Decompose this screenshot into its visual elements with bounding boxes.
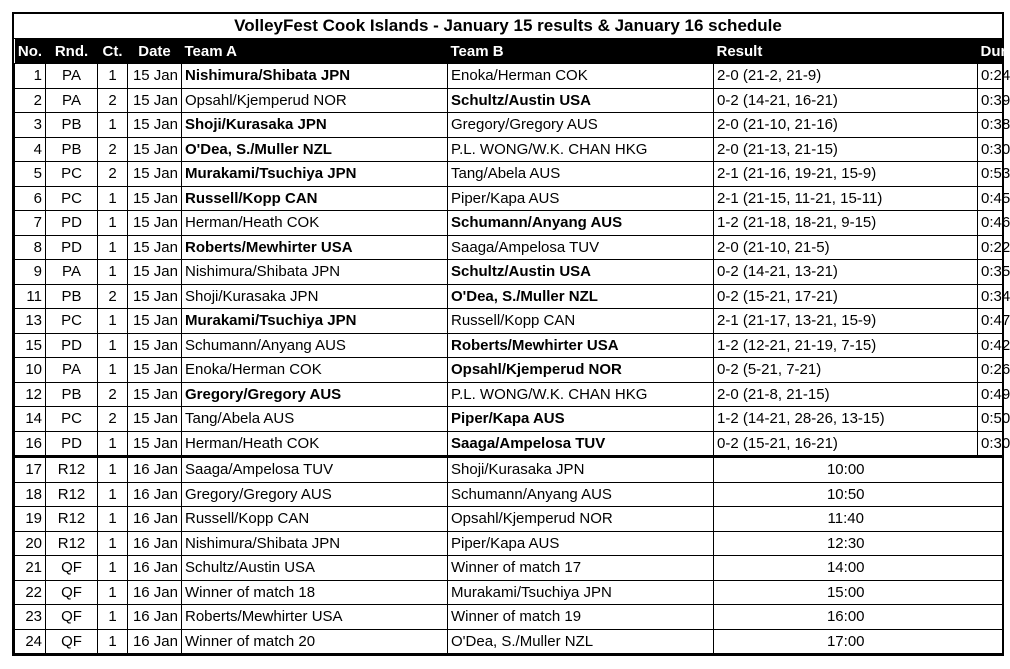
match-duration: 0:50 xyxy=(978,407,1003,432)
table-row xyxy=(15,556,1003,581)
match-date: 15 Jan xyxy=(128,186,182,211)
team-a: Shoji/Kurasaka JPN xyxy=(182,113,448,138)
match-number: 16 xyxy=(15,431,46,457)
court: 1 xyxy=(98,309,128,334)
header-row xyxy=(15,39,1003,64)
match-number: 15 xyxy=(15,333,46,358)
court: 1 xyxy=(98,482,128,507)
match-time: 16:00 xyxy=(714,605,978,630)
match-date: 16 Jan xyxy=(128,605,182,630)
table-row xyxy=(15,457,1003,483)
results-sheet xyxy=(12,12,1010,656)
match-number: 13 xyxy=(15,309,46,334)
match-number: 9 xyxy=(15,260,46,285)
round: QF xyxy=(46,556,98,581)
match-number: 20 xyxy=(15,531,46,556)
round: QF xyxy=(46,605,98,630)
match-duration: 0:45 xyxy=(978,186,1003,211)
round: PB xyxy=(46,113,98,138)
court: 1 xyxy=(98,531,128,556)
match-date: 15 Jan xyxy=(128,113,182,138)
team-a: Winner of match 18 xyxy=(182,580,448,605)
round: PD xyxy=(46,431,98,457)
match-duration: 0:30 xyxy=(978,431,1003,457)
round: PB xyxy=(46,382,98,407)
team-a: Tang/Abela AUS xyxy=(182,407,448,432)
court: 1 xyxy=(98,358,128,383)
table-row xyxy=(15,580,1003,605)
table-row xyxy=(15,64,1003,89)
table-row xyxy=(15,113,1003,138)
match-date: 15 Jan xyxy=(128,211,182,236)
match-duration: 0:30 xyxy=(978,137,1003,162)
match-result: 0-2 (5-21, 7-21) xyxy=(714,358,978,383)
team-a: Winner of match 20 xyxy=(182,629,448,654)
header-rnd: Rnd. xyxy=(46,39,98,64)
match-date: 15 Jan xyxy=(128,162,182,187)
match-duration: 0:22 xyxy=(978,235,1003,260)
match-date: 15 Jan xyxy=(128,284,182,309)
team-b: Winner of match 19 xyxy=(448,605,714,630)
match-date: 16 Jan xyxy=(128,507,182,532)
round: R12 xyxy=(46,482,98,507)
team-b: P.L. WONG/W.K. CHAN HKG xyxy=(448,137,714,162)
round: QF xyxy=(46,580,98,605)
team-b: Winner of match 17 xyxy=(448,556,714,581)
team-b: Schumann/Anyang AUS xyxy=(448,211,714,236)
empty-cell xyxy=(978,605,1003,630)
match-duration: 0:39 xyxy=(978,88,1003,113)
court: 1 xyxy=(98,260,128,285)
round: PD xyxy=(46,211,98,236)
table-row xyxy=(15,186,1003,211)
header-no: No. xyxy=(15,39,46,64)
match-number: 1 xyxy=(15,64,46,89)
schedule-body xyxy=(15,457,1003,654)
header-team-b: Team B xyxy=(448,39,714,64)
round: PC xyxy=(46,162,98,187)
round: PD xyxy=(46,235,98,260)
team-a: Gregory/Gregory AUS xyxy=(182,482,448,507)
table-row xyxy=(15,235,1003,260)
header-ct: Ct. xyxy=(98,39,128,64)
match-time: 10:50 xyxy=(714,482,978,507)
match-time: 12:30 xyxy=(714,531,978,556)
team-b: Opsahl/Kjemperud NOR xyxy=(448,507,714,532)
team-b: Piper/Kapa AUS xyxy=(448,407,714,432)
match-result: 1-2 (12-21, 21-19, 7-15) xyxy=(714,333,978,358)
table-row xyxy=(15,531,1003,556)
team-a: Nishimura/Shibata JPN xyxy=(182,531,448,556)
team-a: Herman/Heath COK xyxy=(182,431,448,457)
round: PA xyxy=(46,358,98,383)
round: PA xyxy=(46,260,98,285)
empty-cell xyxy=(978,531,1003,556)
match-number: 19 xyxy=(15,507,46,532)
match-date: 15 Jan xyxy=(128,64,182,89)
match-duration: 0:47 xyxy=(978,309,1003,334)
team-a: Enoka/Herman COK xyxy=(182,358,448,383)
match-number: 23 xyxy=(15,605,46,630)
match-date: 15 Jan xyxy=(128,333,182,358)
table-row xyxy=(15,162,1003,187)
match-result: 2-0 (21-13, 21-15) xyxy=(714,137,978,162)
header-date: Date xyxy=(128,39,182,64)
empty-cell xyxy=(978,482,1003,507)
team-a: Schultz/Austin USA xyxy=(182,556,448,581)
round: PB xyxy=(46,284,98,309)
team-a: O'Dea, S./Muller NZL xyxy=(182,137,448,162)
court: 1 xyxy=(98,113,128,138)
match-duration: 0:53 xyxy=(978,162,1003,187)
team-b: Russell/Kopp CAN xyxy=(448,309,714,334)
court: 1 xyxy=(98,186,128,211)
header-result: Result xyxy=(714,39,978,64)
team-b: Roberts/Mewhirter USA xyxy=(448,333,714,358)
round: PD xyxy=(46,333,98,358)
match-number: 10 xyxy=(15,358,46,383)
empty-cell xyxy=(978,629,1003,654)
round: R12 xyxy=(46,457,98,483)
table-row xyxy=(15,211,1003,236)
match-result: 0-2 (15-21, 17-21) xyxy=(714,284,978,309)
team-a: Shoji/Kurasaka JPN xyxy=(182,284,448,309)
match-number: 8 xyxy=(15,235,46,260)
court: 1 xyxy=(98,629,128,654)
match-duration: 0:38 xyxy=(978,113,1003,138)
round: PB xyxy=(46,137,98,162)
results-body xyxy=(15,64,1010,457)
match-time: 10:00 xyxy=(714,457,978,483)
results-table xyxy=(14,39,1010,654)
court: 1 xyxy=(98,556,128,581)
round: PA xyxy=(46,64,98,89)
court: 2 xyxy=(98,88,128,113)
team-b: Gregory/Gregory AUS xyxy=(448,113,714,138)
match-time: 17:00 xyxy=(714,629,978,654)
match-date: 15 Jan xyxy=(128,358,182,383)
match-date: 15 Jan xyxy=(128,260,182,285)
team-a: Saaga/Ampelosa TUV xyxy=(182,457,448,483)
table-row xyxy=(15,260,1003,285)
team-b: Schultz/Austin USA xyxy=(448,260,714,285)
round: PC xyxy=(46,407,98,432)
court: 1 xyxy=(98,507,128,532)
match-date: 16 Jan xyxy=(128,556,182,581)
empty-cell xyxy=(978,507,1003,532)
court: 2 xyxy=(98,382,128,407)
round: PC xyxy=(46,186,98,211)
match-number: 22 xyxy=(15,580,46,605)
match-result: 1-2 (14-21, 28-26, 13-15) xyxy=(714,407,978,432)
match-duration: 0:34 xyxy=(978,284,1003,309)
team-b: Saaga/Ampelosa TUV xyxy=(448,235,714,260)
table-row xyxy=(15,358,1003,383)
empty-cell xyxy=(978,556,1003,581)
match-duration: 0:26 xyxy=(978,358,1003,383)
table-row xyxy=(15,482,1003,507)
court: 2 xyxy=(98,137,128,162)
match-date: 16 Jan xyxy=(128,457,182,483)
match-duration: 0:46 xyxy=(978,211,1003,236)
match-result: 2-0 (21-10, 21-5) xyxy=(714,235,978,260)
match-duration: 0:35 xyxy=(978,260,1003,285)
match-date: 15 Jan xyxy=(128,309,182,334)
team-a: Nishimura/Shibata JPN xyxy=(182,64,448,89)
match-result: 2-1 (21-17, 13-21, 15-9) xyxy=(714,309,978,334)
match-number: 4 xyxy=(15,137,46,162)
match-date: 16 Jan xyxy=(128,580,182,605)
team-b: Murakami/Tsuchiya JPN xyxy=(448,580,714,605)
match-date: 15 Jan xyxy=(128,88,182,113)
court: 1 xyxy=(98,457,128,483)
team-b: Piper/Kapa AUS xyxy=(448,531,714,556)
team-a: Nishimura/Shibata JPN xyxy=(182,260,448,285)
match-number: 24 xyxy=(15,629,46,654)
match-number: 12 xyxy=(15,382,46,407)
match-result: 2-0 (21-2, 21-9) xyxy=(714,64,978,89)
match-date: 15 Jan xyxy=(128,431,182,457)
match-number: 21 xyxy=(15,556,46,581)
team-b: P.L. WONG/W.K. CHAN HKG xyxy=(448,382,714,407)
team-a: Murakami/Tsuchiya JPN xyxy=(182,162,448,187)
court: 1 xyxy=(98,333,128,358)
match-result: 0-2 (14-21, 13-21) xyxy=(714,260,978,285)
round: R12 xyxy=(46,531,98,556)
table-row xyxy=(15,407,1003,432)
court: 1 xyxy=(98,605,128,630)
match-time: 14:00 xyxy=(714,556,978,581)
team-a: Opsahl/Kjemperud NOR xyxy=(182,88,448,113)
court: 2 xyxy=(98,162,128,187)
team-b: Piper/Kapa AUS xyxy=(448,186,714,211)
team-a: Murakami/Tsuchiya JPN xyxy=(182,309,448,334)
match-date: 15 Jan xyxy=(128,137,182,162)
empty-cell xyxy=(978,580,1003,605)
table-row xyxy=(15,382,1003,407)
match-result: 2-0 (21-8, 21-15) xyxy=(714,382,978,407)
court: 1 xyxy=(98,235,128,260)
team-a: Roberts/Mewhirter USA xyxy=(182,235,448,260)
court: 1 xyxy=(98,580,128,605)
team-b: Tang/Abela AUS xyxy=(448,162,714,187)
team-b: Schumann/Anyang AUS xyxy=(448,482,714,507)
match-number: 17 xyxy=(15,457,46,483)
sheet-title: VolleyFest Cook Islands - January 15 results & January 16 schedule xyxy=(14,14,1002,39)
match-date: 16 Jan xyxy=(128,482,182,507)
team-a: Russell/Kopp CAN xyxy=(182,186,448,211)
table-row xyxy=(15,629,1003,654)
match-number: 14 xyxy=(15,407,46,432)
match-duration: 0:49 xyxy=(978,382,1003,407)
match-result: 1-2 (21-18, 18-21, 9-15) xyxy=(714,211,978,236)
match-result: 2-1 (21-15, 11-21, 15-11) xyxy=(714,186,978,211)
court: 2 xyxy=(98,284,128,309)
round: PC xyxy=(46,309,98,334)
court: 1 xyxy=(98,431,128,457)
table-row xyxy=(15,284,1003,309)
header-team-a: Team A xyxy=(182,39,448,64)
table-row xyxy=(15,137,1003,162)
match-time: 15:00 xyxy=(714,580,978,605)
match-date: 15 Jan xyxy=(128,407,182,432)
team-a: Schumann/Anyang AUS xyxy=(182,333,448,358)
table-row xyxy=(15,507,1003,532)
table-row xyxy=(15,88,1003,113)
match-result: 0-2 (15-21, 16-21) xyxy=(714,431,978,457)
team-b: Schultz/Austin USA xyxy=(448,88,714,113)
match-date: 15 Jan xyxy=(128,235,182,260)
header-dur: Dur. xyxy=(978,39,1003,64)
match-number: 11 xyxy=(15,284,46,309)
team-a: Russell/Kopp CAN xyxy=(182,507,448,532)
team-b: O'Dea, S./Muller NZL xyxy=(448,284,714,309)
team-a: Herman/Heath COK xyxy=(182,211,448,236)
table-row xyxy=(15,605,1003,630)
match-result: 2-0 (21-10, 21-16) xyxy=(714,113,978,138)
court: 1 xyxy=(98,211,128,236)
match-date: 16 Jan xyxy=(128,531,182,556)
team-b: Enoka/Herman COK xyxy=(448,64,714,89)
match-number: 18 xyxy=(15,482,46,507)
team-b: O'Dea, S./Muller NZL xyxy=(448,629,714,654)
team-b: Shoji/Kurasaka JPN xyxy=(448,457,714,483)
match-result: 0-2 (14-21, 16-21) xyxy=(714,88,978,113)
match-number: 2 xyxy=(15,88,46,113)
table-row xyxy=(15,333,1003,358)
court: 2 xyxy=(98,407,128,432)
court: 1 xyxy=(98,64,128,89)
match-number: 5 xyxy=(15,162,46,187)
table-row xyxy=(15,431,1003,457)
match-number: 7 xyxy=(15,211,46,236)
match-result: 2-1 (21-16, 19-21, 15-9) xyxy=(714,162,978,187)
match-date: 16 Jan xyxy=(128,629,182,654)
round: R12 xyxy=(46,507,98,532)
match-duration: 0:24 xyxy=(978,64,1003,89)
match-duration: 0:42 xyxy=(978,333,1003,358)
match-time: 11:40 xyxy=(714,507,978,532)
round: QF xyxy=(46,629,98,654)
team-b: Opsahl/Kjemperud NOR xyxy=(448,358,714,383)
round: PA xyxy=(46,88,98,113)
match-number: 3 xyxy=(15,113,46,138)
match-date: 15 Jan xyxy=(128,382,182,407)
empty-cell xyxy=(978,457,1003,483)
team-a: Roberts/Mewhirter USA xyxy=(182,605,448,630)
match-number: 6 xyxy=(15,186,46,211)
team-a: Gregory/Gregory AUS xyxy=(182,382,448,407)
table-row xyxy=(15,309,1003,334)
team-b: Saaga/Ampelosa TUV xyxy=(448,431,714,457)
